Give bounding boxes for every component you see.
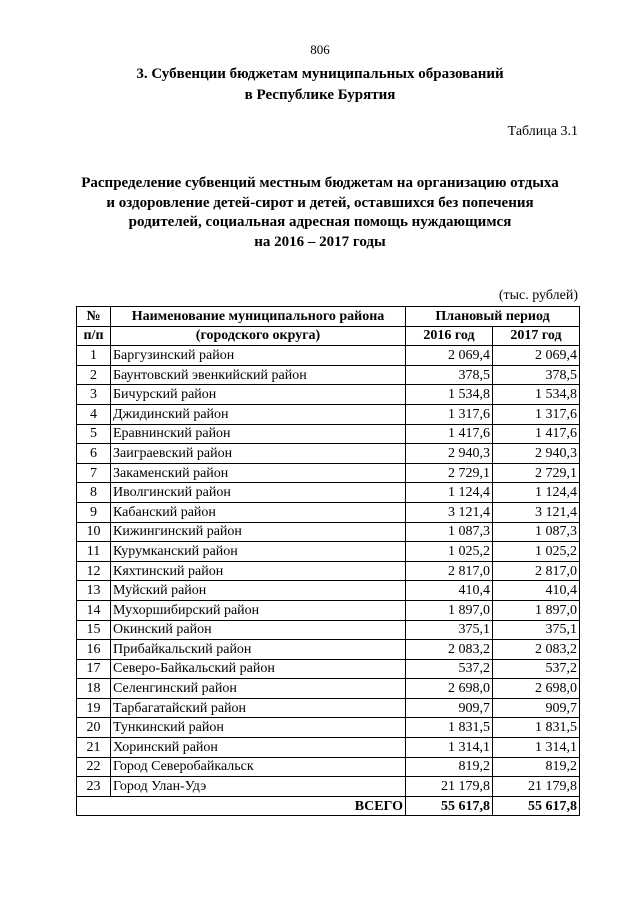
- row-value-2017: 2 729,1: [493, 463, 580, 483]
- row-district-name: Бичурский район: [111, 385, 406, 405]
- table-row: [77, 777, 580, 797]
- row-value-2016: 2 698,0: [406, 679, 493, 699]
- row-number: 23: [77, 777, 111, 797]
- header-year-2016: 2016 год: [406, 326, 493, 346]
- table-label: Таблица 3.1: [507, 124, 578, 139]
- row-number: 1: [77, 346, 111, 366]
- row-district-name: Мухоршибирский район: [111, 600, 406, 620]
- table-row: [77, 404, 580, 424]
- row-number: 20: [77, 718, 111, 738]
- table-title-line: Распределение субвенций местным бюджетам на организацию отдыха: [81, 175, 559, 191]
- table-row: [77, 385, 580, 405]
- table-row: [77, 640, 580, 660]
- row-district-name: Тункинский район: [111, 718, 406, 738]
- row-district-name: Джидинский район: [111, 404, 406, 424]
- table-row: [77, 483, 580, 503]
- row-district-name: Кяхтинский район: [111, 561, 406, 581]
- row-value-2017: 21 179,8: [493, 777, 580, 797]
- row-value-2016: 2 069,4: [406, 346, 493, 366]
- table-row: [77, 757, 580, 777]
- row-district-name: Кижингинский район: [111, 522, 406, 542]
- table-row: [77, 698, 580, 718]
- row-value-2017: 3 121,4: [493, 502, 580, 522]
- row-value-2016: 2 729,1: [406, 463, 493, 483]
- row-number: 8: [77, 483, 111, 503]
- table-row: [77, 463, 580, 483]
- row-value-2016: 1 831,5: [406, 718, 493, 738]
- row-value-2017: 1 314,1: [493, 738, 580, 758]
- table-title-line: на 2016 – 2017 годы: [254, 233, 386, 250]
- header-year-2017: 2017 год: [493, 326, 580, 346]
- row-number: 15: [77, 620, 111, 640]
- row-district-name: Иволгинский район: [111, 483, 406, 503]
- table-row: [77, 679, 580, 699]
- row-number: 7: [77, 463, 111, 483]
- row-district-name: Северо-Байкальский район: [111, 659, 406, 679]
- row-number: 12: [77, 561, 111, 581]
- row-value-2017: 909,7: [493, 698, 580, 718]
- total-2017: 55 617,8: [493, 796, 580, 816]
- page-number: 806: [310, 42, 330, 57]
- row-number: 16: [77, 640, 111, 660]
- row-number: 13: [77, 581, 111, 601]
- row-value-2016: 2 083,2: [406, 640, 493, 660]
- row-value-2017: 1 317,6: [493, 404, 580, 424]
- row-value-2017: 1 534,8: [493, 385, 580, 405]
- header-num: №: [77, 307, 111, 327]
- row-value-2016: 1 124,4: [406, 483, 493, 503]
- row-district-name: Закаменский район: [111, 463, 406, 483]
- row-value-2016: 2 817,0: [406, 561, 493, 581]
- table-row: [77, 738, 580, 758]
- row-number: 6: [77, 444, 111, 464]
- table-row: [77, 365, 580, 385]
- table-title-line: родителей, социальная адресная помощь нуждающимся: [128, 214, 512, 230]
- table-row: [77, 581, 580, 601]
- row-number: 17: [77, 659, 111, 679]
- row-district-name: Кабанский район: [111, 502, 406, 522]
- table-row: [77, 659, 580, 679]
- row-district-name: Тарбагатайский район: [111, 698, 406, 718]
- row-district-name: Город Северобайкальск: [111, 757, 406, 777]
- row-value-2017: 2 069,4: [493, 346, 580, 366]
- row-value-2017: 1 025,2: [493, 542, 580, 562]
- row-value-2016: 2 940,3: [406, 444, 493, 464]
- row-value-2016: 1 087,3: [406, 522, 493, 542]
- total-2016: 55 617,8: [406, 796, 493, 816]
- subsidy-table: [76, 306, 580, 816]
- header-period: Плановый период: [406, 307, 580, 327]
- total-row: [77, 796, 580, 816]
- row-number: 18: [77, 679, 111, 699]
- table-body: [77, 346, 580, 797]
- table-row: [77, 424, 580, 444]
- table-row: [77, 600, 580, 620]
- row-number: 3: [77, 385, 111, 405]
- row-district-name: Прибайкальский район: [111, 640, 406, 660]
- row-value-2016: 378,5: [406, 365, 493, 385]
- row-district-name: Окинский район: [111, 620, 406, 640]
- row-number: 10: [77, 522, 111, 542]
- row-number: 2: [77, 365, 111, 385]
- row-value-2016: 1 417,6: [406, 424, 493, 444]
- header-num-sub: п/п: [77, 326, 111, 346]
- table-row: [77, 561, 580, 581]
- header-name-sub: (городского округа): [111, 326, 406, 346]
- row-value-2016: 819,2: [406, 757, 493, 777]
- row-district-name: Баргузинский район: [111, 346, 406, 366]
- row-value-2017: 378,5: [493, 365, 580, 385]
- row-value-2016: 1 534,8: [406, 385, 493, 405]
- header-name: Наименование муниципального района: [111, 307, 406, 327]
- table-row: [77, 620, 580, 640]
- units-label: (тыс. рублей): [498, 288, 578, 303]
- row-number: 19: [77, 698, 111, 718]
- row-value-2017: 1 897,0: [493, 600, 580, 620]
- row-value-2016: 375,1: [406, 620, 493, 640]
- row-district-name: Еравнинский район: [111, 424, 406, 444]
- row-value-2016: 537,2: [406, 659, 493, 679]
- row-value-2017: 1 124,4: [493, 483, 580, 503]
- row-district-name: Баунтовский эвенкийский район: [111, 365, 406, 385]
- row-district-name: Город Улан-Удэ: [111, 777, 406, 797]
- row-number: 4: [77, 404, 111, 424]
- row-number: 14: [77, 600, 111, 620]
- row-value-2017: 2 083,2: [493, 640, 580, 660]
- table-row: [77, 502, 580, 522]
- row-value-2017: 2 940,3: [493, 444, 580, 464]
- table-row: [77, 444, 580, 464]
- row-value-2017: 819,2: [493, 757, 580, 777]
- section-title-line: в Республике Бурятия: [244, 87, 396, 103]
- section-title: [0, 64, 640, 106]
- row-number: 11: [77, 542, 111, 562]
- row-value-2017: 2 817,0: [493, 561, 580, 581]
- row-value-2016: 410,4: [406, 581, 493, 601]
- row-value-2017: 410,4: [493, 581, 580, 601]
- table-row: [77, 542, 580, 562]
- row-value-2016: 1 897,0: [406, 600, 493, 620]
- row-value-2017: 375,1: [493, 620, 580, 640]
- row-district-name: Муйский район: [111, 581, 406, 601]
- row-value-2017: 1 417,6: [493, 424, 580, 444]
- table-title-line: и оздоровление детей-сирот и детей, оставшихся без попечения: [106, 194, 534, 211]
- row-number: 21: [77, 738, 111, 758]
- row-value-2016: 1 025,2: [406, 542, 493, 562]
- row-value-2017: 1 087,3: [493, 522, 580, 542]
- row-value-2017: 2 698,0: [493, 679, 580, 699]
- row-value-2016: 1 317,6: [406, 404, 493, 424]
- row-district-name: Хоринский район: [111, 738, 406, 758]
- row-value-2016: 21 179,8: [406, 777, 493, 797]
- row-district-name: Селенгинский район: [111, 679, 406, 699]
- row-district-name: Курумканский район: [111, 542, 406, 562]
- row-value-2017: 537,2: [493, 659, 580, 679]
- total-label: ВСЕГО: [77, 796, 406, 816]
- row-number: 9: [77, 502, 111, 522]
- section-title-line: 3. Субвенции бюджетам муниципальных образований: [136, 66, 504, 82]
- row-value-2017: 1 831,5: [493, 718, 580, 738]
- row-value-2016: 3 121,4: [406, 502, 493, 522]
- row-district-name: Заиграевский район: [111, 444, 406, 464]
- table-row: [77, 522, 580, 542]
- table-row: [77, 346, 580, 366]
- table-title: [0, 174, 640, 252]
- row-number: 5: [77, 424, 111, 444]
- row-number: 22: [77, 757, 111, 777]
- row-value-2016: 1 314,1: [406, 738, 493, 758]
- row-value-2016: 909,7: [406, 698, 493, 718]
- table-row: [77, 718, 580, 738]
